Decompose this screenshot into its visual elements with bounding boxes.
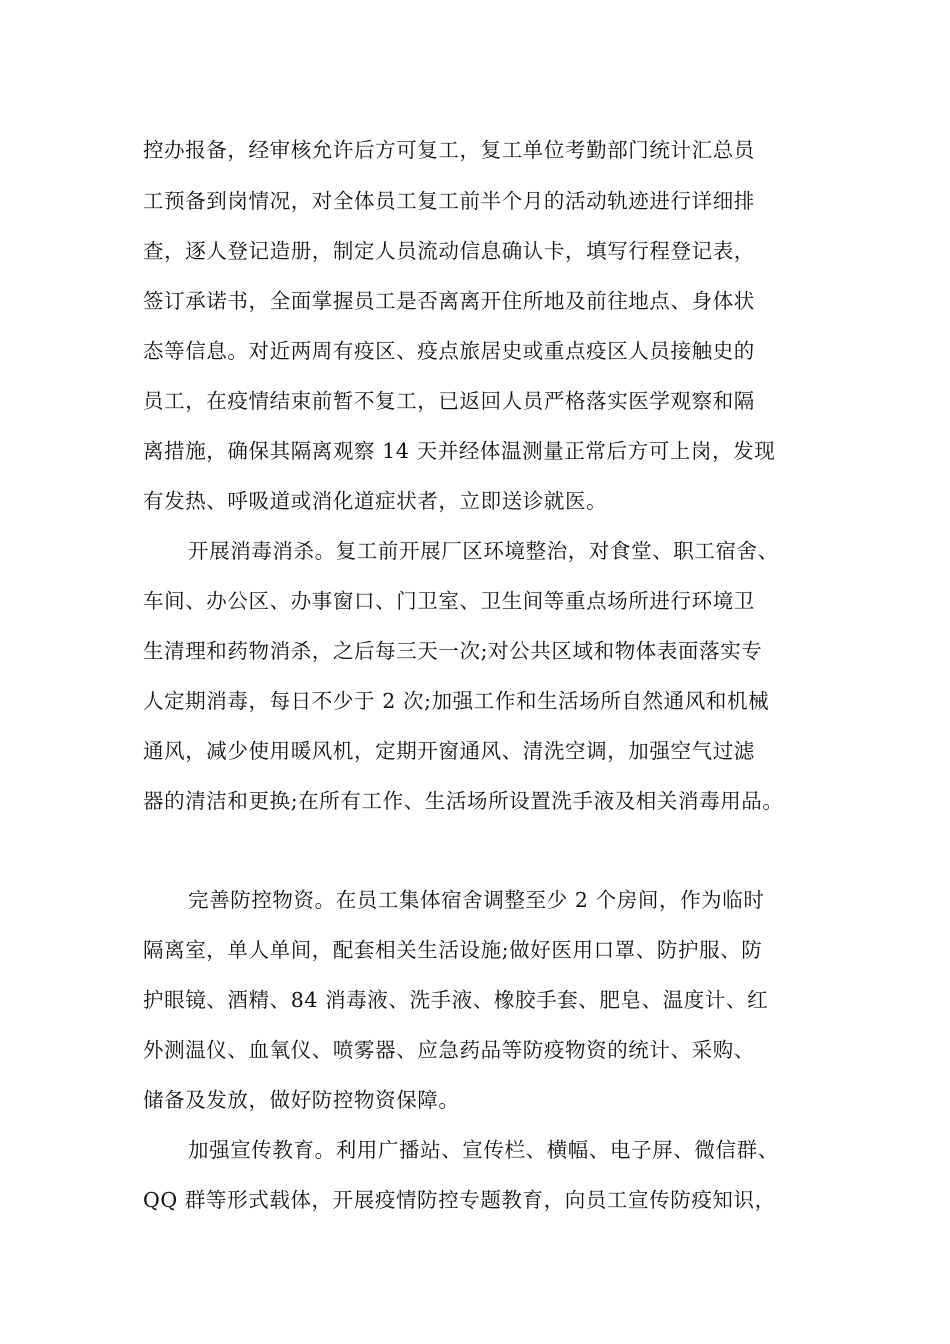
paragraph-start-line: 完善防控物资。在员工集体宿舍调整至少 2 个房间，作为临时 <box>188 888 765 912</box>
text-line: 隔离室，单人单间，配套相关生活设施;做好医用口罩、防护服、防 <box>143 938 763 962</box>
text-line: 工预备到岗情况，对全体员工复工前半个月的活动轨迹进行详细排 <box>143 189 755 213</box>
paragraph-start-line: 开展消毒消杀。复工前开展厂区环境整治，对食堂、职工宿舍、 <box>188 539 779 563</box>
text-line: 车间、办公区、办事窗口、门卫室、卫生间等重点场所进行环境卫 <box>143 589 755 613</box>
text-line: 通风，减少使用暖风机，定期开窗通风、清洗空调，加强空气过滤 <box>143 739 755 763</box>
text-line: 外测温仪、血氧仪、喷雾器、应急药品等防疫物资的统计、采购、 <box>143 1038 755 1062</box>
text-line: 控办报备，经审核允许后方可复工，复工单位考勤部门统计汇总员 <box>143 138 755 162</box>
text-line: 有发热、呼吸道或消化道症状者，立即送诊就医。 <box>143 489 608 513</box>
text-line: 员工，在疫情结束前暂不复工，已返回人员严格落实医学观察和隔 <box>143 389 755 413</box>
text-line: 储备及发放，做好防控物资保障。 <box>143 1088 460 1112</box>
text-line: 查，逐人登记造册，制定人员流动信息确认卡，填写行程登记表， <box>143 239 755 263</box>
text-line: 离措施，确保其隔离观察 14 天并经体温测量正常后方可上岗，发现 <box>143 439 776 463</box>
text-line: 签订承诺书，全面掌握员工是否离离开住所地及前往地点、身体状 <box>143 289 755 313</box>
paragraph-start-line: 加强宣传教育。利用广播站、宣传栏、横幅、电子屏、微信群、 <box>188 1138 779 1162</box>
text-line: 护眼镜、酒精、84 消毒液、洗手液、橡胶手套、肥皂、温度计、红 <box>143 988 769 1012</box>
text-line: QQ 群等形式载体，开展疫情防控专题教育，向员工宣传防疫知识， <box>143 1188 776 1212</box>
text-line: 生清理和药物消杀，之后每三天一次;对公共区域和物体表面落实专 <box>143 639 763 663</box>
text-line: 器的清洁和更换;在所有工作、生活场所设置洗手液及相关消毒用品。 <box>143 789 784 813</box>
text-line: 人定期消毒，每日不少于 2 次;加强工作和生活场所自然通风和机械 <box>143 689 770 713</box>
text-line: 态等信息。对近两周有疫区、疫点旅居史或重点疫区人员接触史的 <box>143 339 755 363</box>
